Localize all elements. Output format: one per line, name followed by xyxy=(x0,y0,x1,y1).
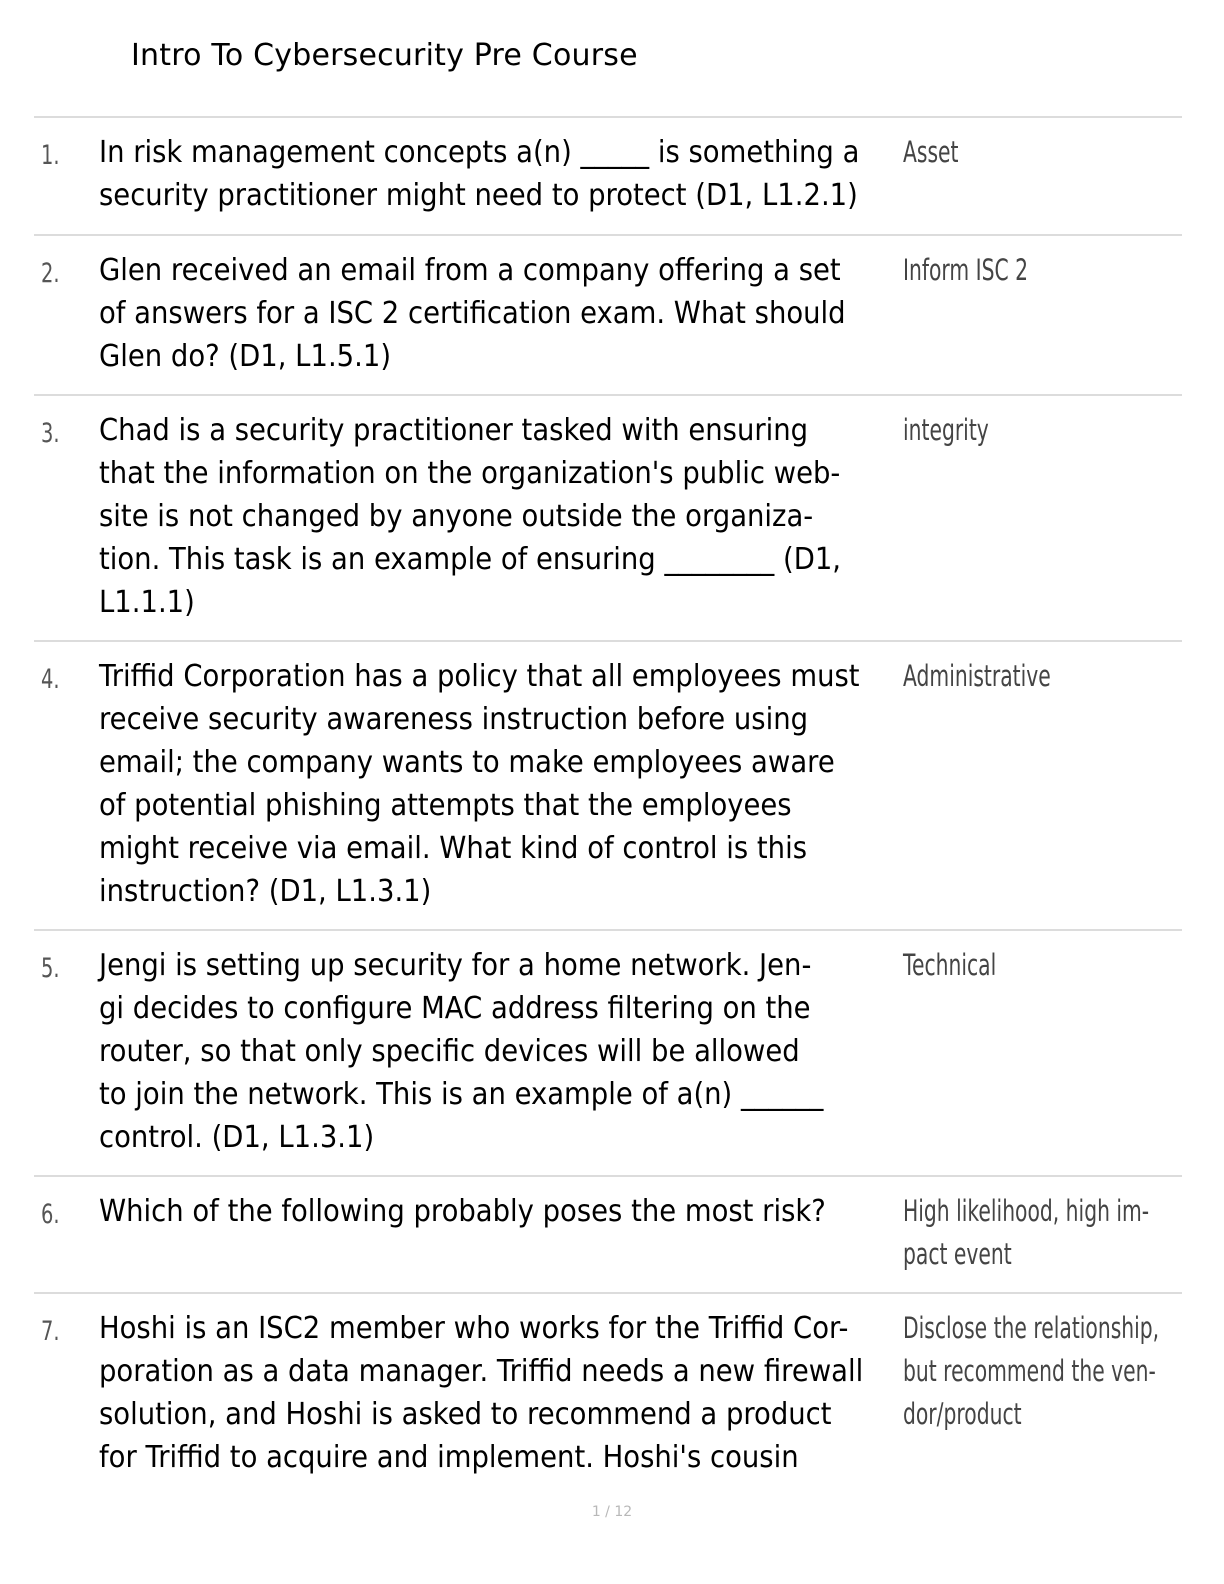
question-text xyxy=(99,944,831,1159)
question-line: that the information on the organization's public web- xyxy=(99,456,841,491)
question-line: to join the network. This is an example of a(n) ______ xyxy=(99,1077,824,1112)
answer-text xyxy=(903,131,1148,174)
answer-line: Technical xyxy=(903,948,997,982)
answer-line: integrity xyxy=(903,413,989,447)
question-text xyxy=(99,249,846,378)
question-line: site is not changed by anyone outside the organiza- xyxy=(99,499,814,534)
question-text xyxy=(99,131,860,217)
question-line: gi decides to configure MAC address filtering on the xyxy=(99,991,811,1026)
answer-line: but recommend the ven- xyxy=(903,1354,1156,1388)
question-line: In risk management concepts a(n) _____ is something a xyxy=(99,135,860,170)
answer-line: Administrative xyxy=(903,659,1051,693)
answer-line: Inform ISC 2 xyxy=(903,253,1029,287)
question-row-5 xyxy=(34,931,1182,1175)
question-line: router, so that only specific devices will be allowed xyxy=(99,1034,800,1069)
answer-text xyxy=(903,655,1148,698)
question-line: email; the company wants to make employees aware xyxy=(99,745,835,780)
question-text xyxy=(99,1307,864,1479)
question-line: Which of the following probably poses the most risk? xyxy=(99,1194,826,1229)
question-row-6 xyxy=(34,1177,1182,1292)
question-line: Jengi is setting up security for a home network. Jen- xyxy=(99,948,812,983)
question-number: 4. xyxy=(41,664,60,695)
question-list xyxy=(34,116,1182,1484)
question-line: instruction? (D1, L1.3.1) xyxy=(99,874,432,909)
question-text xyxy=(99,409,842,624)
question-line: Chad is a security practitioner tasked with ensuring xyxy=(99,413,809,448)
question-line: of potential phishing attempts that the employees xyxy=(99,788,792,823)
answer-line: dor/product xyxy=(903,1397,1022,1431)
question-row-3 xyxy=(34,396,1182,640)
question-number: 3. xyxy=(41,418,60,449)
question-line: receive security awareness instruction before using xyxy=(99,702,809,737)
question-line: tion. This task is an example of ensuring ________ (D1, xyxy=(99,542,842,577)
question-line: Triffid Corporation has a policy that all employees must xyxy=(99,659,860,694)
question-number: 2. xyxy=(41,258,60,289)
question-line: security practitioner might need to protect (D1, L1.2.1) xyxy=(99,178,858,213)
answer-text xyxy=(903,409,1148,452)
question-line: for Triffid to acquire and implement. Hoshi's cousin xyxy=(99,1440,799,1475)
question-line: poration as a data manager. Triffid needs a new firewall xyxy=(99,1354,864,1389)
question-row-7 xyxy=(34,1294,1182,1484)
question-row-1 xyxy=(34,118,1182,234)
answer-text xyxy=(903,1190,1148,1276)
question-line: Glen received an email from a company offering a set xyxy=(99,253,841,288)
answer-line: Disclose the relationship, xyxy=(903,1311,1160,1345)
question-line: L1.1.1) xyxy=(99,585,195,620)
question-line: Glen do? (D1, L1.5.1) xyxy=(99,339,392,374)
question-row-4 xyxy=(34,642,1182,929)
page-title: Intro To Cybersecurity Pre Course xyxy=(131,38,638,73)
answer-line: pact event xyxy=(903,1237,1012,1271)
question-number: 6. xyxy=(41,1199,60,1230)
question-line: might receive via email. What kind of control is this xyxy=(99,831,808,866)
answer-text xyxy=(903,1307,1160,1436)
question-row-2 xyxy=(34,236,1182,394)
question-line: Hoshi is an ISC2 member who works for the Triffid Cor- xyxy=(99,1311,849,1346)
answer-text xyxy=(903,249,1148,292)
question-text xyxy=(99,655,860,913)
question-number: 5. xyxy=(41,953,60,984)
question-number: 1. xyxy=(41,140,60,171)
question-line: solution, and Hoshi is asked to recommend a product xyxy=(99,1397,832,1432)
answer-line: Asset xyxy=(903,135,959,169)
question-line: of answers for a ISC 2 certification exam. What should xyxy=(99,296,846,331)
answer-text xyxy=(903,944,1148,987)
question-number: 7. xyxy=(41,1316,60,1347)
question-text xyxy=(99,1190,831,1233)
answer-line: High likelihood, high im- xyxy=(903,1194,1150,1228)
question-line: control. (D1, L1.3.1) xyxy=(99,1120,375,1155)
page-counter: 1 / 12 xyxy=(591,1504,633,1520)
